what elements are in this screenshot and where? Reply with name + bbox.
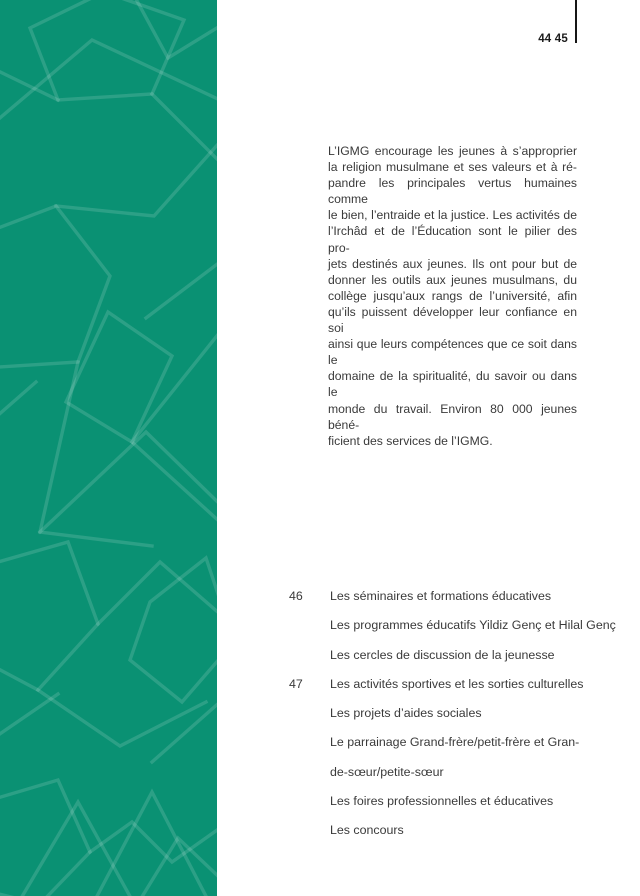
toc-item-label: Les foires professionnelles et éducatives: [330, 794, 554, 809]
intro-paragraph: [328, 143, 577, 449]
paragraph-line: l’Irchâd et de l’Éducation sont le pilier des pro-: [328, 224, 577, 255]
toc-row: [289, 728, 619, 757]
toc-page-number: [289, 758, 330, 787]
toc-item-label: Les concours: [330, 823, 404, 838]
toc-row: [289, 611, 619, 640]
contents-list: [289, 582, 619, 846]
toc-item-label: Le parrainage Grand-frère/petit-frère et Gran-: [330, 735, 580, 750]
toc-row: [289, 699, 619, 728]
paragraph-line: la religion musulmane et ses valeurs et à ré-: [328, 160, 577, 175]
paragraph-line: L’IGMG encourage les jeunes à s’approprier: [328, 144, 577, 158]
islamic-geometric-pattern-icon: [0, 0, 217, 896]
toc-row: [289, 641, 619, 670]
toc-page-number: [289, 699, 330, 728]
page-number-right: 45: [554, 33, 568, 45]
toc-item-label: de-sœur/petite-sœur: [330, 764, 444, 779]
toc-item-label: Les cercles de discussion de la jeunesse: [330, 647, 555, 662]
toc-row: [289, 670, 619, 699]
page-numbers: [440, 31, 568, 47]
paragraph-line: donner les outils aux jeunes musulmans, du: [328, 272, 577, 287]
paragraph-line: collège jusqu’aux rangs de l’université, afin: [328, 288, 577, 303]
toc-page-number: [289, 641, 330, 670]
toc-item-label: Les projets d’aides sociales: [330, 706, 482, 721]
paragraph-line: jets destinés aux jeunes. Ils ont pour but de: [328, 256, 577, 271]
paragraph-line: le bien, l’entraide et la justice. Les activités de: [328, 208, 577, 223]
toc-page-number: 47: [289, 676, 303, 691]
toc-row: [289, 582, 619, 611]
paragraph-line: ainsi que leurs compétences que ce soit dans le: [328, 337, 577, 368]
paragraph-line: domaine de la spiritualité, du savoir ou dans le: [328, 369, 577, 400]
toc-item-label: Les programmes éducatifs Yildiz Genç et Hilal Genç: [330, 618, 616, 633]
toc-page-number: [289, 816, 330, 845]
toc-page-number: 46: [289, 589, 303, 603]
toc-page-number: [289, 611, 330, 640]
toc-item-label: Les activités sportives et les sorties culturelles: [330, 676, 584, 691]
page-number-left: 44: [538, 33, 552, 45]
toc-page-number: [289, 787, 330, 816]
toc-item-label: Les séminaires et formations éducatives: [330, 589, 552, 603]
toc-row: [289, 816, 619, 845]
toc-page-number: [289, 728, 330, 757]
decorative-left-panel: [0, 0, 217, 896]
paragraph-line: ficient des services de l’IGMG.: [328, 433, 493, 448]
paragraph-line: monde du travail. Environ 80 000 jeunes béné-: [328, 401, 577, 432]
toc-row: [289, 758, 619, 787]
toc-row: [289, 787, 619, 816]
paragraph-line: pandre les principales vertus humaines comme: [328, 176, 577, 207]
paragraph-line: qu’ils puissent développer leur confiance en soi: [328, 304, 577, 336]
header-rule: [575, 0, 577, 43]
